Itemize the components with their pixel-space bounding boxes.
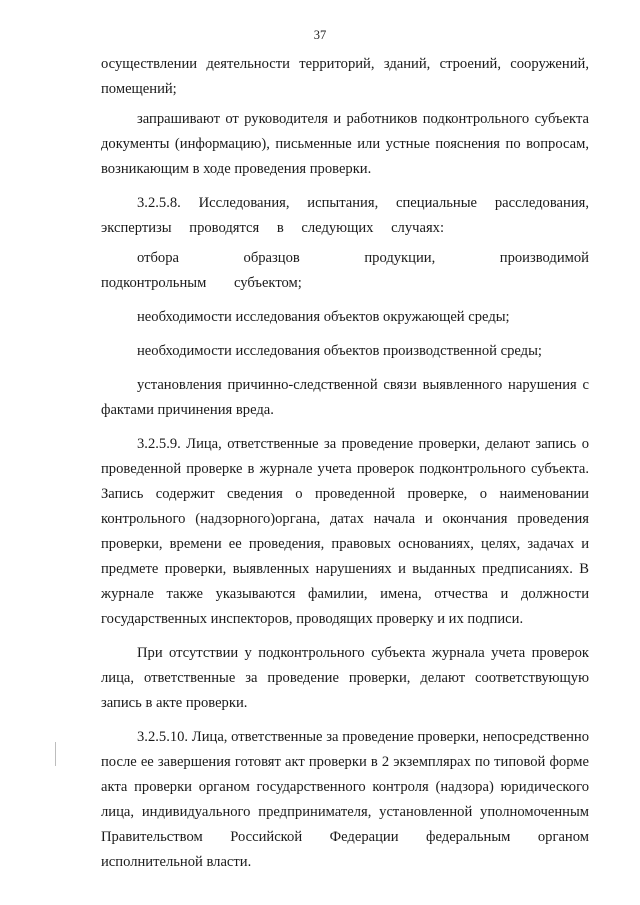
margin-scan-mark (55, 742, 56, 766)
paragraph-3-2-5-9: 3.2.5.9. Лица, ответственные за проведение проверки, делают запись о проведенной проверке в журнале учета проверок подконтрольного субъекта. Запись содержит сведения о проведенной проверке, о наименовании контрольного (надзорного)органа, датах начала и окончания проведения проверки, времени ее проведения, правовых основаниях, целях, задачах и предмете проверки, выявленных нарушениях и выданных предписаниях. В журнале также указываются фамилии, имена, отчества и должности государственных инспекторов, проводящих проверку и их подписи. (101, 436, 589, 627)
paragraph-request-documents: запрашивают от руководителя и работников подконтрольного субъекта документы (информацию), письменные или устные пояснения по вопросам, возникающим в ходе проведения проверки. (101, 111, 589, 177)
page-number: 37 (313, 28, 327, 42)
paragraph-no-journal: При отсутствии у подконтрольного субъекта журнала учета проверок лица, ответственные за проведение проверки, делают соответствующую запись в акте проверки. (101, 645, 589, 711)
paragraph-3-2-5-10: 3.2.5.10. Лица, ответственные за проведение проверки, непосредственно после ее завершения готовят акт проверки в 2 экземплярах по типовой форме акта проверки органом государственного контроля (надзора) юридического лица, индивидуального предпринимателя, установленной уполномоченным Правительством Российской Федерации федеральным органом исполнительной власти. (101, 729, 589, 870)
list-item-environment: необходимости исследования объектов окружающей среды; (137, 309, 510, 325)
paragraph-continuation: осуществлении деятельности территорий, зданий, строений, сооружений, помещений; (101, 56, 589, 97)
document-body (101, 52, 589, 875)
paragraph-3-2-5-8: 3.2.5.8. Исследования, испытания, специальные расследования, экспертизы проводятся в следующих случаях: (101, 195, 589, 236)
list-item-production-environment: необходимости исследования объектов производственной среды; (137, 343, 542, 359)
list-item-sampling: отбора образцов продукции, производимой подконтрольным субъектом; (101, 250, 589, 291)
list-item-causal-link: установления причинно-следственной связи выявленного нарушения с фактами причинения вреда. (101, 377, 589, 418)
